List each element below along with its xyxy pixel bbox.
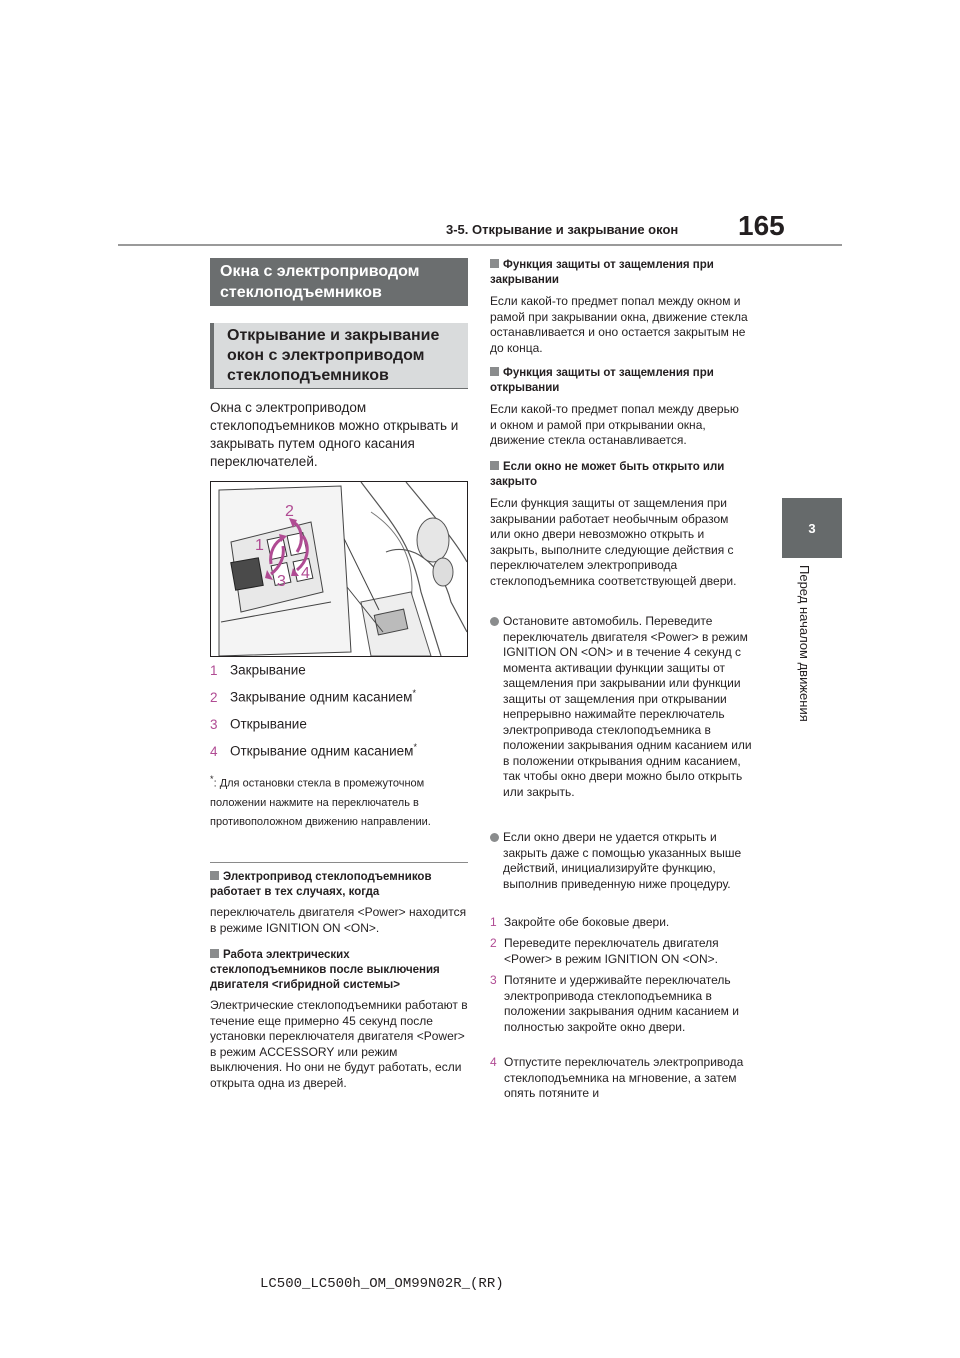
step-text: Закройте обе боковые двери. [504,915,670,929]
fig-label-1: 1 [255,537,264,554]
info-block-heading: Электропривод стеклоподъемников работает в тех случаях, когда [210,871,432,898]
info-block-body: переключатель двигателя <Power> находится в режиме IGNITION ON <ON>. [210,905,467,935]
legend-star: * [412,688,416,698]
header-rule [118,244,842,246]
step-item [490,915,752,931]
fig-label-2: 2 [285,503,294,520]
square-bullet-icon [490,367,499,376]
chapter-number: 3 [808,520,816,536]
footnote [210,770,472,832]
legend-item [210,715,470,732]
info-block [210,948,468,1091]
round-bullet-icon [490,617,499,626]
info-block-heading: Функция защиты от защемления при закрывании [490,259,714,286]
step-item [490,973,752,1035]
info-block [490,460,748,589]
legend-text: Открывание [230,716,307,732]
info-block-body: Если функция защиты от защемления при закрывании работает необычным образом или окно двери невозможно открыть и закрыть, выполните следующие действия с переключателем электропривода стеклоподъемника соответствующей двери. [490,496,737,588]
switch-panel-drawing [211,482,467,656]
info-block-body: Если какой-то предмет попал между окном и рамой при закрывании окна, движение стекла останавливается и оно остается закрытым не до конца. [490,294,748,355]
fig-label-4: 4 [301,565,310,582]
info-block [490,258,748,356]
step-number: 1 [490,915,497,929]
info-block-heading: Функция защиты от защемления при открывании [490,367,714,394]
step-number: 4 [490,1055,497,1069]
step-item [490,1055,752,1102]
legend-star: * [413,742,417,752]
legend-number: 2 [210,689,218,705]
footnote-star: * [210,774,214,784]
info-block-body: Если какой-то предмет попал между дверью и окном и рамой при открывании окна, движение стекла останавливается. [490,402,739,447]
square-bullet-icon [210,871,219,880]
window-switch-illustration [210,481,468,657]
bullet-item [490,830,752,892]
bullet-text: Если окно двери не удается открыть и закрыть даже с помощью указанных выше действий, инициализируйте функцию, выполнив приведенную ниже процедуру. [503,830,742,891]
square-bullet-icon [490,461,499,470]
chapter-side-title [732,565,892,725]
info-block [490,366,748,449]
legend-text: Закрывание одним касанием [230,689,413,705]
chapter-tab[interactable] [782,498,842,558]
info-block-body: Электрические стеклоподъемники работают в течение еще примерно 45 секунд после установки переключателя двигателя <Power> в режим ACCESSORY или режим выключения. Но они не будут работать, если открыта одна из дверей. [210,998,468,1090]
legend-text: Закрывание [230,662,306,678]
legend-text: Открывание одним касанием [230,743,414,759]
intro-paragraph: Окна с электроприводом стеклоподъемников можно открывать и закрывать путем одного касания переключателей. [210,400,459,469]
section-heading-secondary: Открывание и закрывание окон с электроприводом стеклоподъемников [210,323,468,389]
section-heading-primary: Окна с электроприводом стеклоподъемников [210,258,468,306]
chapter-title: Перед началом движения [797,565,812,722]
legend-item [210,661,470,678]
info-block-heading: Если окно не может быть открыто или закрыто [490,461,725,488]
bullet-item [490,614,752,800]
page-number: 165 [738,210,785,241]
legend-number: 1 [210,662,218,678]
divider [210,862,468,863]
legend-item [210,742,470,759]
legend-number: 4 [210,743,218,759]
section-title: 3-5. Открывание и закрывание окон [446,222,679,237]
bullet-text: Остановите автомобиль. Переведите переключатель двигателя <Power> в режим IGNITION ON <ON> и в течение 4 секунд с момента активации функции защиты от защемления при закрывании или функции защиты от защемления при открывании непрерывно нажимайте переключатель электропривода стеклоподъемника в положении закрывания одним касанием или в положении открывания одним касанием, так чтобы окно двери можно было открыть или закрыть. [503,614,752,799]
step-text: Отпустите переключатель электропривода стеклоподъемника на мгновение, а затем опять потяните и [504,1055,744,1100]
square-bullet-icon [210,949,219,958]
info-block-heading: Работа электрических стеклоподъемников после выключения двигателя <гибридной системы> [210,949,440,991]
step-text: Переведите переключатель двигателя <Power> в режим IGNITION ON <ON>. [504,936,719,966]
legend-item [210,688,470,705]
footnote-text: : Для остановки стекла в промежуточном положении нажмите на переключатель в противоположном движению направлении. [210,777,431,828]
fig-label-3: 3 [277,573,286,590]
step-item [490,936,752,967]
square-bullet-icon [490,259,499,268]
round-bullet-icon [490,833,499,842]
step-number: 3 [490,973,497,987]
legend-number: 3 [210,716,218,732]
footer-code: LC500_LC500h_OM_OM99N02R_(RR) [260,1276,504,1292]
step-number: 2 [490,936,497,950]
info-block [210,870,468,936]
step-text: Потяните и удерживайте переключатель электропривода стеклоподъемника в положении закрывания одним касанием и полностью закройте окно двери. [504,973,739,1034]
